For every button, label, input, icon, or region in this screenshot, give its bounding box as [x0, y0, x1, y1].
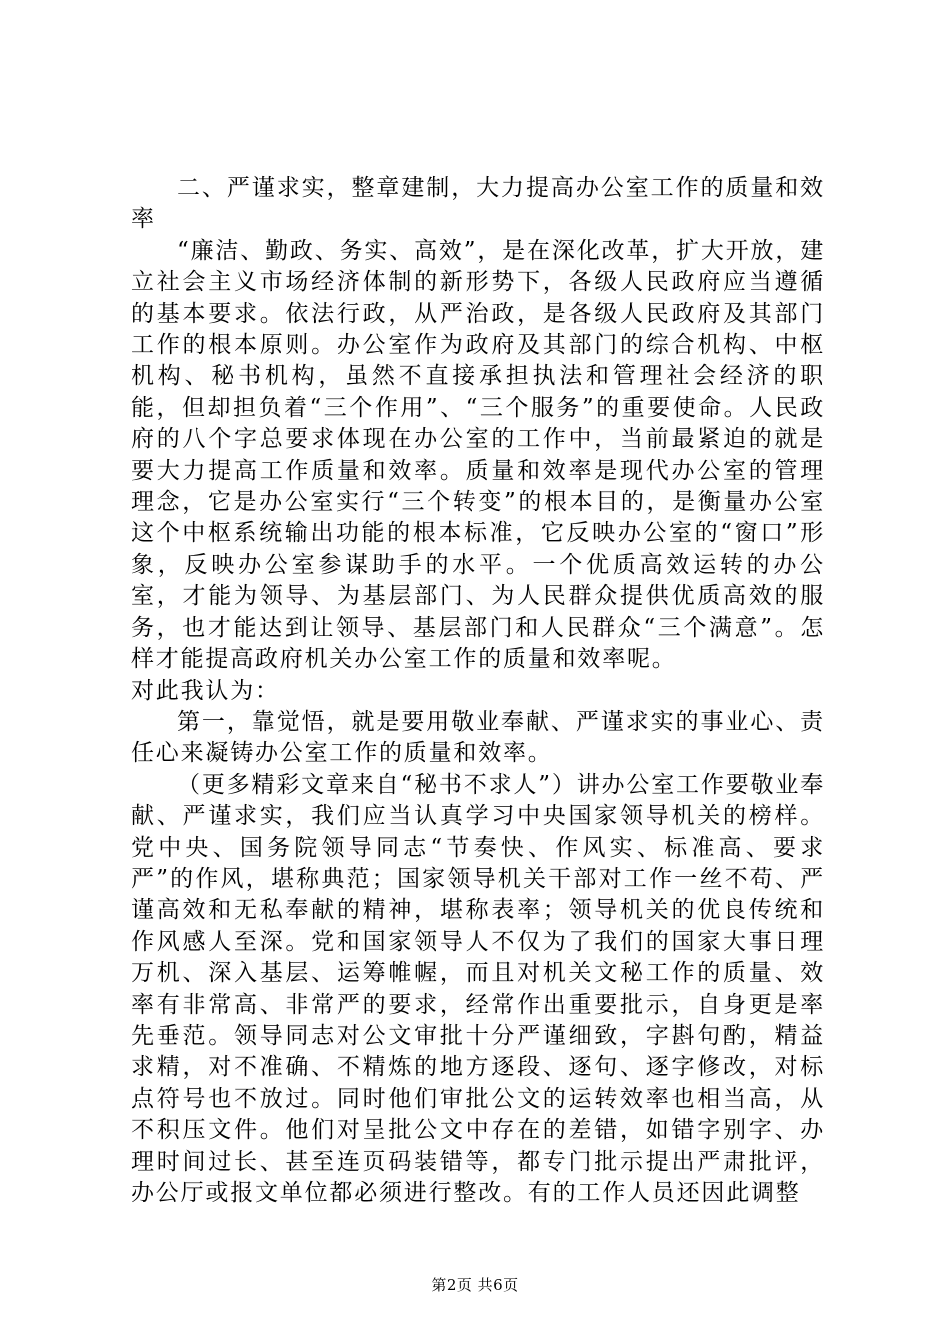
- paragraph-opinion-lead: 对此我认为：: [131, 677, 280, 704]
- section-heading: 二、严谨求实，整章建制，大力提高办公室工作的质量和效率: [131, 175, 825, 233]
- paragraph-example: （更多精彩文章来自“秘书不求人”）讲办公室工作要敬业奉献、严谨求实，我们应当认真学习中央国家领导机关的榜样。党中央、国务院领导同志“节奏快、作风实、标准高、要求严”的作风，堪称典范；国家领导机关干部对工作一丝不苟、严谨高效和无私奉献的精神，堪称表率；领导机关的优良传统和作风感人至深。党和国家领导人不仅为了我们的国家大事日理万机、深入基层、运筹帷幄，而且对机关文秘工作的质量、效率有非常高、非常严的要求，经常作出重要批示，自身更是率先垂范。领导同志对公文审批十分严谨细致，字斟句酌，精益求精，对不准确、不精炼的地方逐段、逐句、逐字修改，对标点符号也不放过。同时他们审批公文的运转效率也相当高，从不积压文件。他们对呈批公文中存在的差错，如错字别字、办理时间过长、甚至连页码装错等，都专门批示提出严肃批评，办公厅或报文单位都必须进行整改。有的工作人员还因此调整: [131, 771, 825, 1206]
- paragraph-intro: “廉洁、勤政、务实、高效”，是在深化改革，扩大开放，建立社会主义市场经济体制的新形势下，各级人民政府应当遵循的基本要求。依法行政，从严治政，是各级人民政府及其部门工作的根本原则。办公室作为政府及其部门的综合机构、中枢机构、秘书机构，虽然不直接承担执法和管理社会经济的职能，但却担负着“三个作用”、“三个服务”的重要使命。人民政府的八个字总要求体现在办公室的工作中，当前最紧迫的就是要大力提高工作质量和效率。质量和效率是现代办公室的管理理念，它是办公室实行“三个转变”的根本目的，是衡量办公室这个中枢系统输出功能的根本标准，它反映办公室的“窗口”形象，反映办公室参谋助手的水平。一个优质高效运转的办公室，才能为领导、为基层部门、为人民群众提供优质高效的服务，也才能达到让领导、基层部门和人民群众“三个满意”。怎样才能提高政府机关办公室工作的质量和效率呢。: [131, 237, 825, 673]
- paragraph-point-one: 第一，靠觉悟，就是要用敬业奉献、严谨求实的事业心、责任心来凝铸办公室工作的质量和效率。: [131, 708, 825, 767]
- page-number-footer: 第2页 共6页: [431, 1276, 519, 1294]
- document-body: [131, 173, 825, 1209]
